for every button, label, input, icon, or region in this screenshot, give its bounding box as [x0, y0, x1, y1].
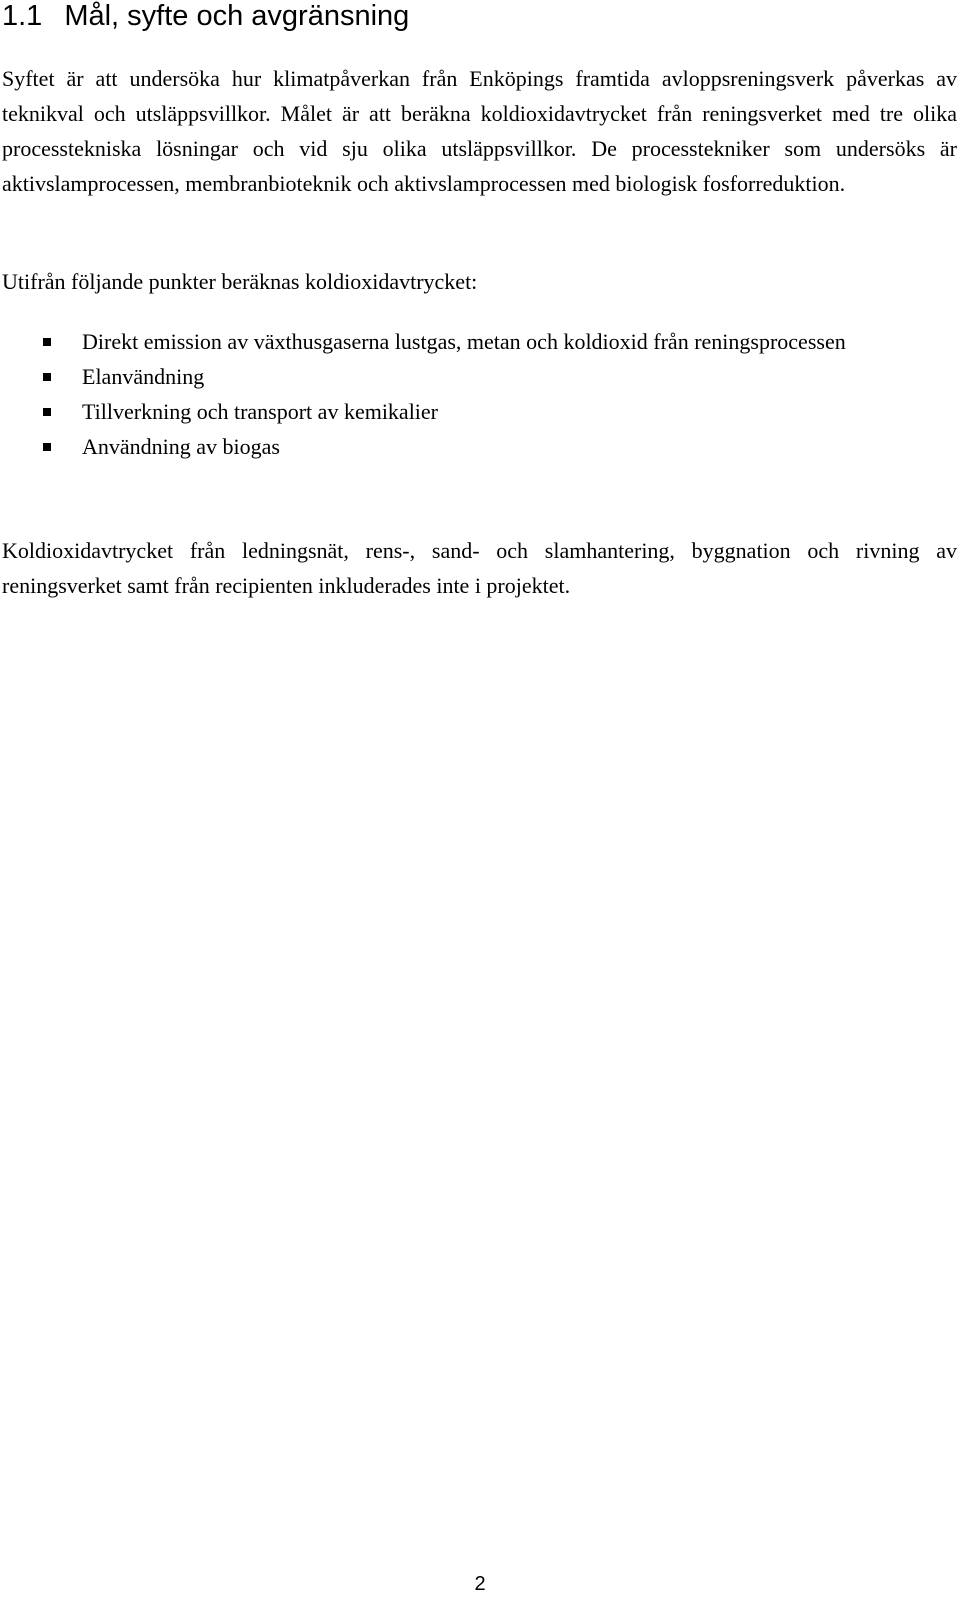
section-number: 1.1 [2, 0, 43, 32]
exclusions-paragraph: Koldioxidavtrycket från ledningsnät, rens-, sand- och slamhantering, byggnation och rivning av reningsverket samt från recipienten inkluderades inte i projektet. [2, 538, 957, 598]
list-item [0, 324, 957, 359]
list-item [0, 429, 957, 464]
square-bullet-icon [43, 373, 51, 381]
points-intro-paragraph: Utifrån följande punkter beräknas koldioxidavtrycket: [2, 269, 478, 294]
square-bullet-icon [43, 338, 51, 346]
list-item-text: Användning av biogas [82, 434, 280, 459]
page-number: 2 [474, 1573, 486, 1595]
list-item-text: Tillverkning och transport av kemikalier [82, 399, 439, 424]
purpose-paragraph: Syftet är att undersöka hur klimatpåverkan från Enköpings framtida avloppsreningsverk påverkas av teknikval och utsläppsvillkor. Målet är att beräkna koldioxidavtrycket från reningsverket med tre olika processtekniska lösningar och vid sju olika utsläppsvillkor. De processtekniker som undersöks är aktivslamprocessen, membranbioteknik och aktivslamprocessen med biologisk fosforreduktion. [2, 66, 957, 196]
square-bullet-icon [43, 408, 51, 416]
section-title: Mål, syfte och avgränsning [64, 0, 410, 32]
bullet-list [0, 324, 957, 464]
section-heading [2, 0, 409, 32]
list-item [0, 394, 957, 429]
list-item [0, 359, 957, 394]
list-item-text: Elanvändning [82, 364, 205, 389]
list-item-text: Direkt emission av växthusgaserna lustgas, metan och koldioxid från reningsprocessen [82, 329, 846, 354]
square-bullet-icon [43, 443, 51, 451]
